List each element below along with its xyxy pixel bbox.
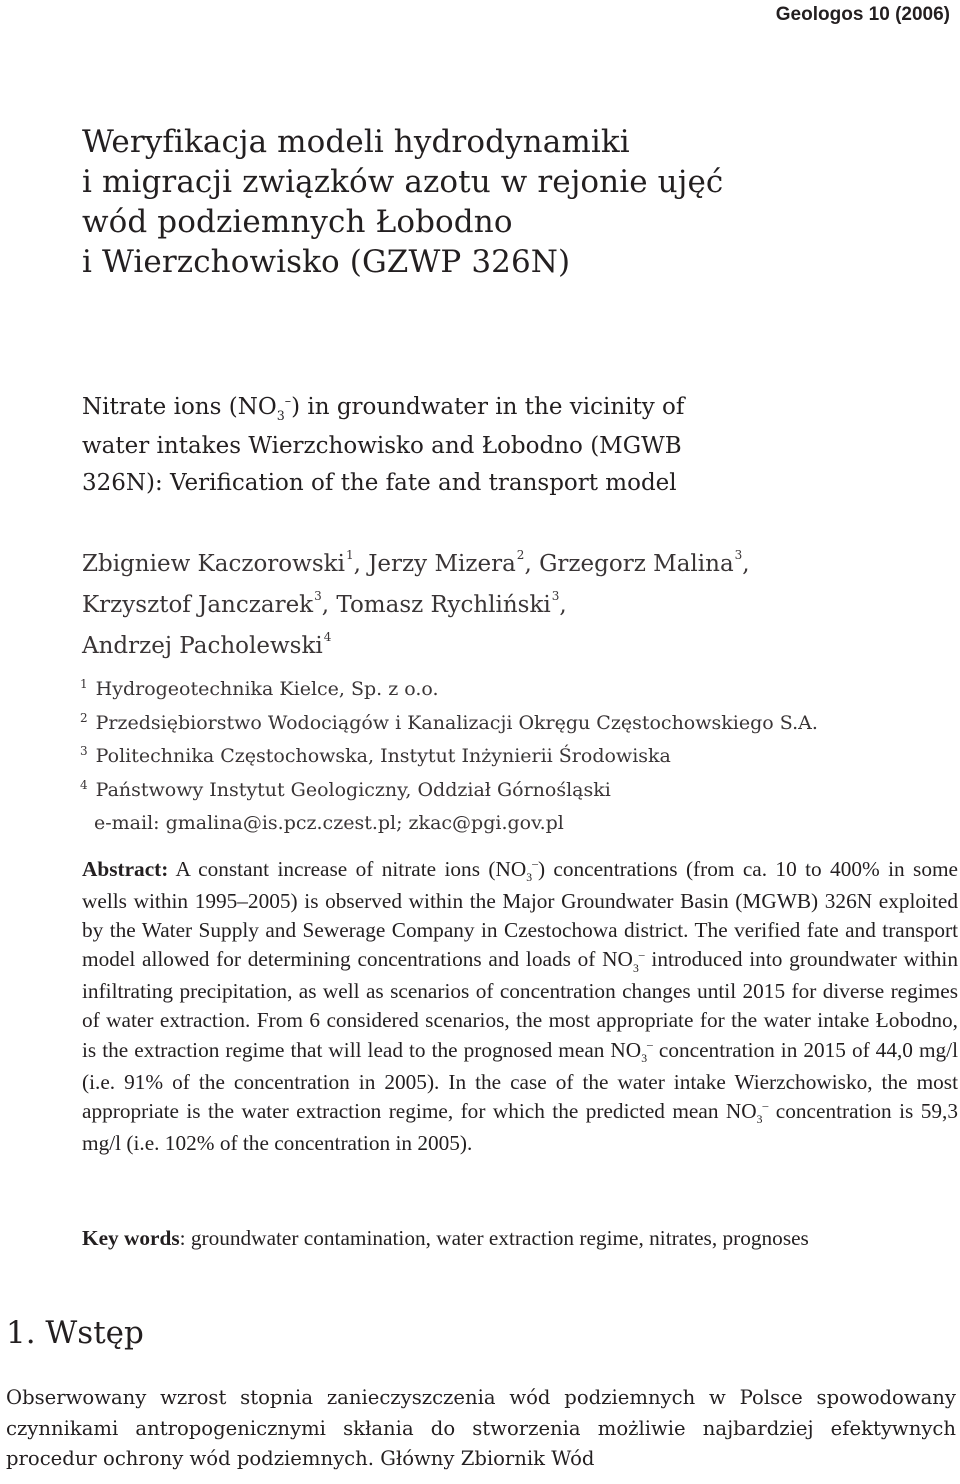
affiliation-text: Państwowy Instytut Geologiczny, Oddział Górnośląski xyxy=(95,778,611,801)
author-name: Tomasz Rychliński xyxy=(336,592,551,618)
title-en-line-1 xyxy=(82,389,684,428)
affiliation-list xyxy=(80,674,818,840)
author-name: Zbigniew Kaczorowski xyxy=(82,551,345,577)
author-name: Andrzej Pacholewski xyxy=(82,633,323,659)
chem-subscript: 3 xyxy=(526,871,533,885)
section-body: Obserwowany wzrost stopnia zanieczyszczenia wód podziemnych w Polsce spowodowany czynnikami antropogenicznymi skłania do stworzenia możliwie najbardziej efektywnych procedur ochrony wód podziemnych. Główny Zbiornik Wód xyxy=(6,1386,956,1470)
keywords xyxy=(82,1226,960,1251)
author-name: Krzysztof Janczarek xyxy=(82,592,314,618)
title-polish xyxy=(82,122,723,282)
affiliation-item xyxy=(80,674,818,708)
chem-superscript: – xyxy=(647,1037,653,1051)
chem-superscript: – xyxy=(532,857,538,871)
journal-header: Geologos 10 (2006) xyxy=(775,4,950,25)
author-affiliation-mark: 2 xyxy=(516,548,525,562)
title-line: i Wierzchowisko (GZWP 326N) xyxy=(82,244,571,280)
chem-superscript: – xyxy=(762,1098,769,1112)
chem-subscript: 3 xyxy=(632,961,639,975)
author-name: Jerzy Mizera xyxy=(368,551,516,577)
author-affiliation-mark: 1 xyxy=(345,548,354,562)
abstract-text: concentration is 59,3 mg/l (i.e. 102% of the concentration in 2005). xyxy=(82,1098,959,1155)
author-line xyxy=(82,627,750,668)
abstract-text: ) concentrations (from ca. 10 to 400% in some wells within 1995–2005) is observed within the Major Groundwater Basin (MGWB) 326N exploited by the Water Supply and Sewerage Company in Czestochowa district. The verified fate and transport model allowed for determining concentrations and loads of NO xyxy=(82,857,958,972)
affiliation-text: Hydrogeotechnika Kielce, Sp. z o.o. xyxy=(95,678,439,700)
affiliation-text: Przedsiębiorstwo Wodociągów i Kanalizacji Okręgu Częstochowskiego S.A. xyxy=(95,711,818,734)
title-en-line-2: water intakes Wierzchowisko and Łobodno (MGWB xyxy=(82,433,682,459)
affiliation-number: 2 xyxy=(80,710,88,725)
title-english xyxy=(82,389,684,502)
title-line: wód podziemnych Łobodno xyxy=(82,204,513,240)
affiliation-item xyxy=(80,708,818,742)
title-en-line-3: 326N): Verification of the fate and transport model xyxy=(82,470,677,496)
author-affiliation-mark: 3 xyxy=(314,589,322,603)
affiliation-number: 4 xyxy=(80,777,88,792)
keywords-label: Key words xyxy=(82,1226,180,1250)
author-line: Krzysztof Janczarek$^3$, Tomasz Rychliński$^3$, xyxy=(82,589,567,618)
author-affiliation-mark: 3 xyxy=(551,589,560,603)
affiliation-number: 1 xyxy=(80,677,88,691)
abstract-label: Abstract: xyxy=(82,857,169,881)
abstract-text: A constant increase of nitrate ions (NO xyxy=(168,857,527,881)
chem-subscript: 3 xyxy=(756,1113,763,1127)
chem-superscript: – xyxy=(638,947,645,961)
abstract xyxy=(82,855,958,1158)
chem-subscript: 3 xyxy=(641,1051,648,1065)
title-line: i migracji związków azotu w rejonie ujęć xyxy=(82,164,724,200)
title-en-text: Nitrate ions (NO xyxy=(82,394,277,420)
author-affiliation-mark: 3 xyxy=(734,548,743,562)
chem-subscript: 3 xyxy=(276,407,285,423)
affiliation-item xyxy=(80,775,818,809)
abstract-text: introduced into groundwater within infiltrating precipitation, as well as scenarios of concentration changes until 2015 for diverse regimes of water extraction. From 6 considered scenarios, the most appropriate for the water intake Łobodno, is the extraction regime that will lead to the prognosed mean NO xyxy=(82,947,958,1062)
author-list xyxy=(82,545,750,668)
title-line: Weryfikacja modeli hydrodynamiki xyxy=(82,124,630,160)
keywords-text: : groundwater contamination, water extraction regime, nitrates, prognoses xyxy=(179,1226,809,1250)
author-line: Zbigniew Kaczorowski$^1$, Jerzy Mizera$^2$, Grzegorz Malina$^3$, xyxy=(82,548,750,577)
author-affiliation-mark: 4 xyxy=(323,630,332,644)
abstract-text: concentration in 2015 of 44,0 mg/l (i.e. 91% of the concentration in 2005). In the case of the water intake Wierzchowisko, the most appropriate is the water extraction regime, for which the predicted mean NO xyxy=(82,1037,958,1123)
chem-superscript: – xyxy=(284,392,292,408)
affiliation-number: 3 xyxy=(80,744,88,758)
title-en-text: ) in groundwater in the vicinity of xyxy=(291,394,685,420)
section-heading: 1. Wstęp xyxy=(6,1315,144,1351)
affiliation-item xyxy=(80,741,818,775)
author-name: Grzegorz Malina xyxy=(539,551,734,577)
contact-email: e-mail: gmalina@is.pcz.czest.pl; zkac@pgi.gov.pl xyxy=(94,812,564,834)
affiliation-text: Politechnika Częstochowska, Instytut Inżynierii Środowiska xyxy=(95,745,671,767)
abstract-paragraph xyxy=(82,855,958,1158)
